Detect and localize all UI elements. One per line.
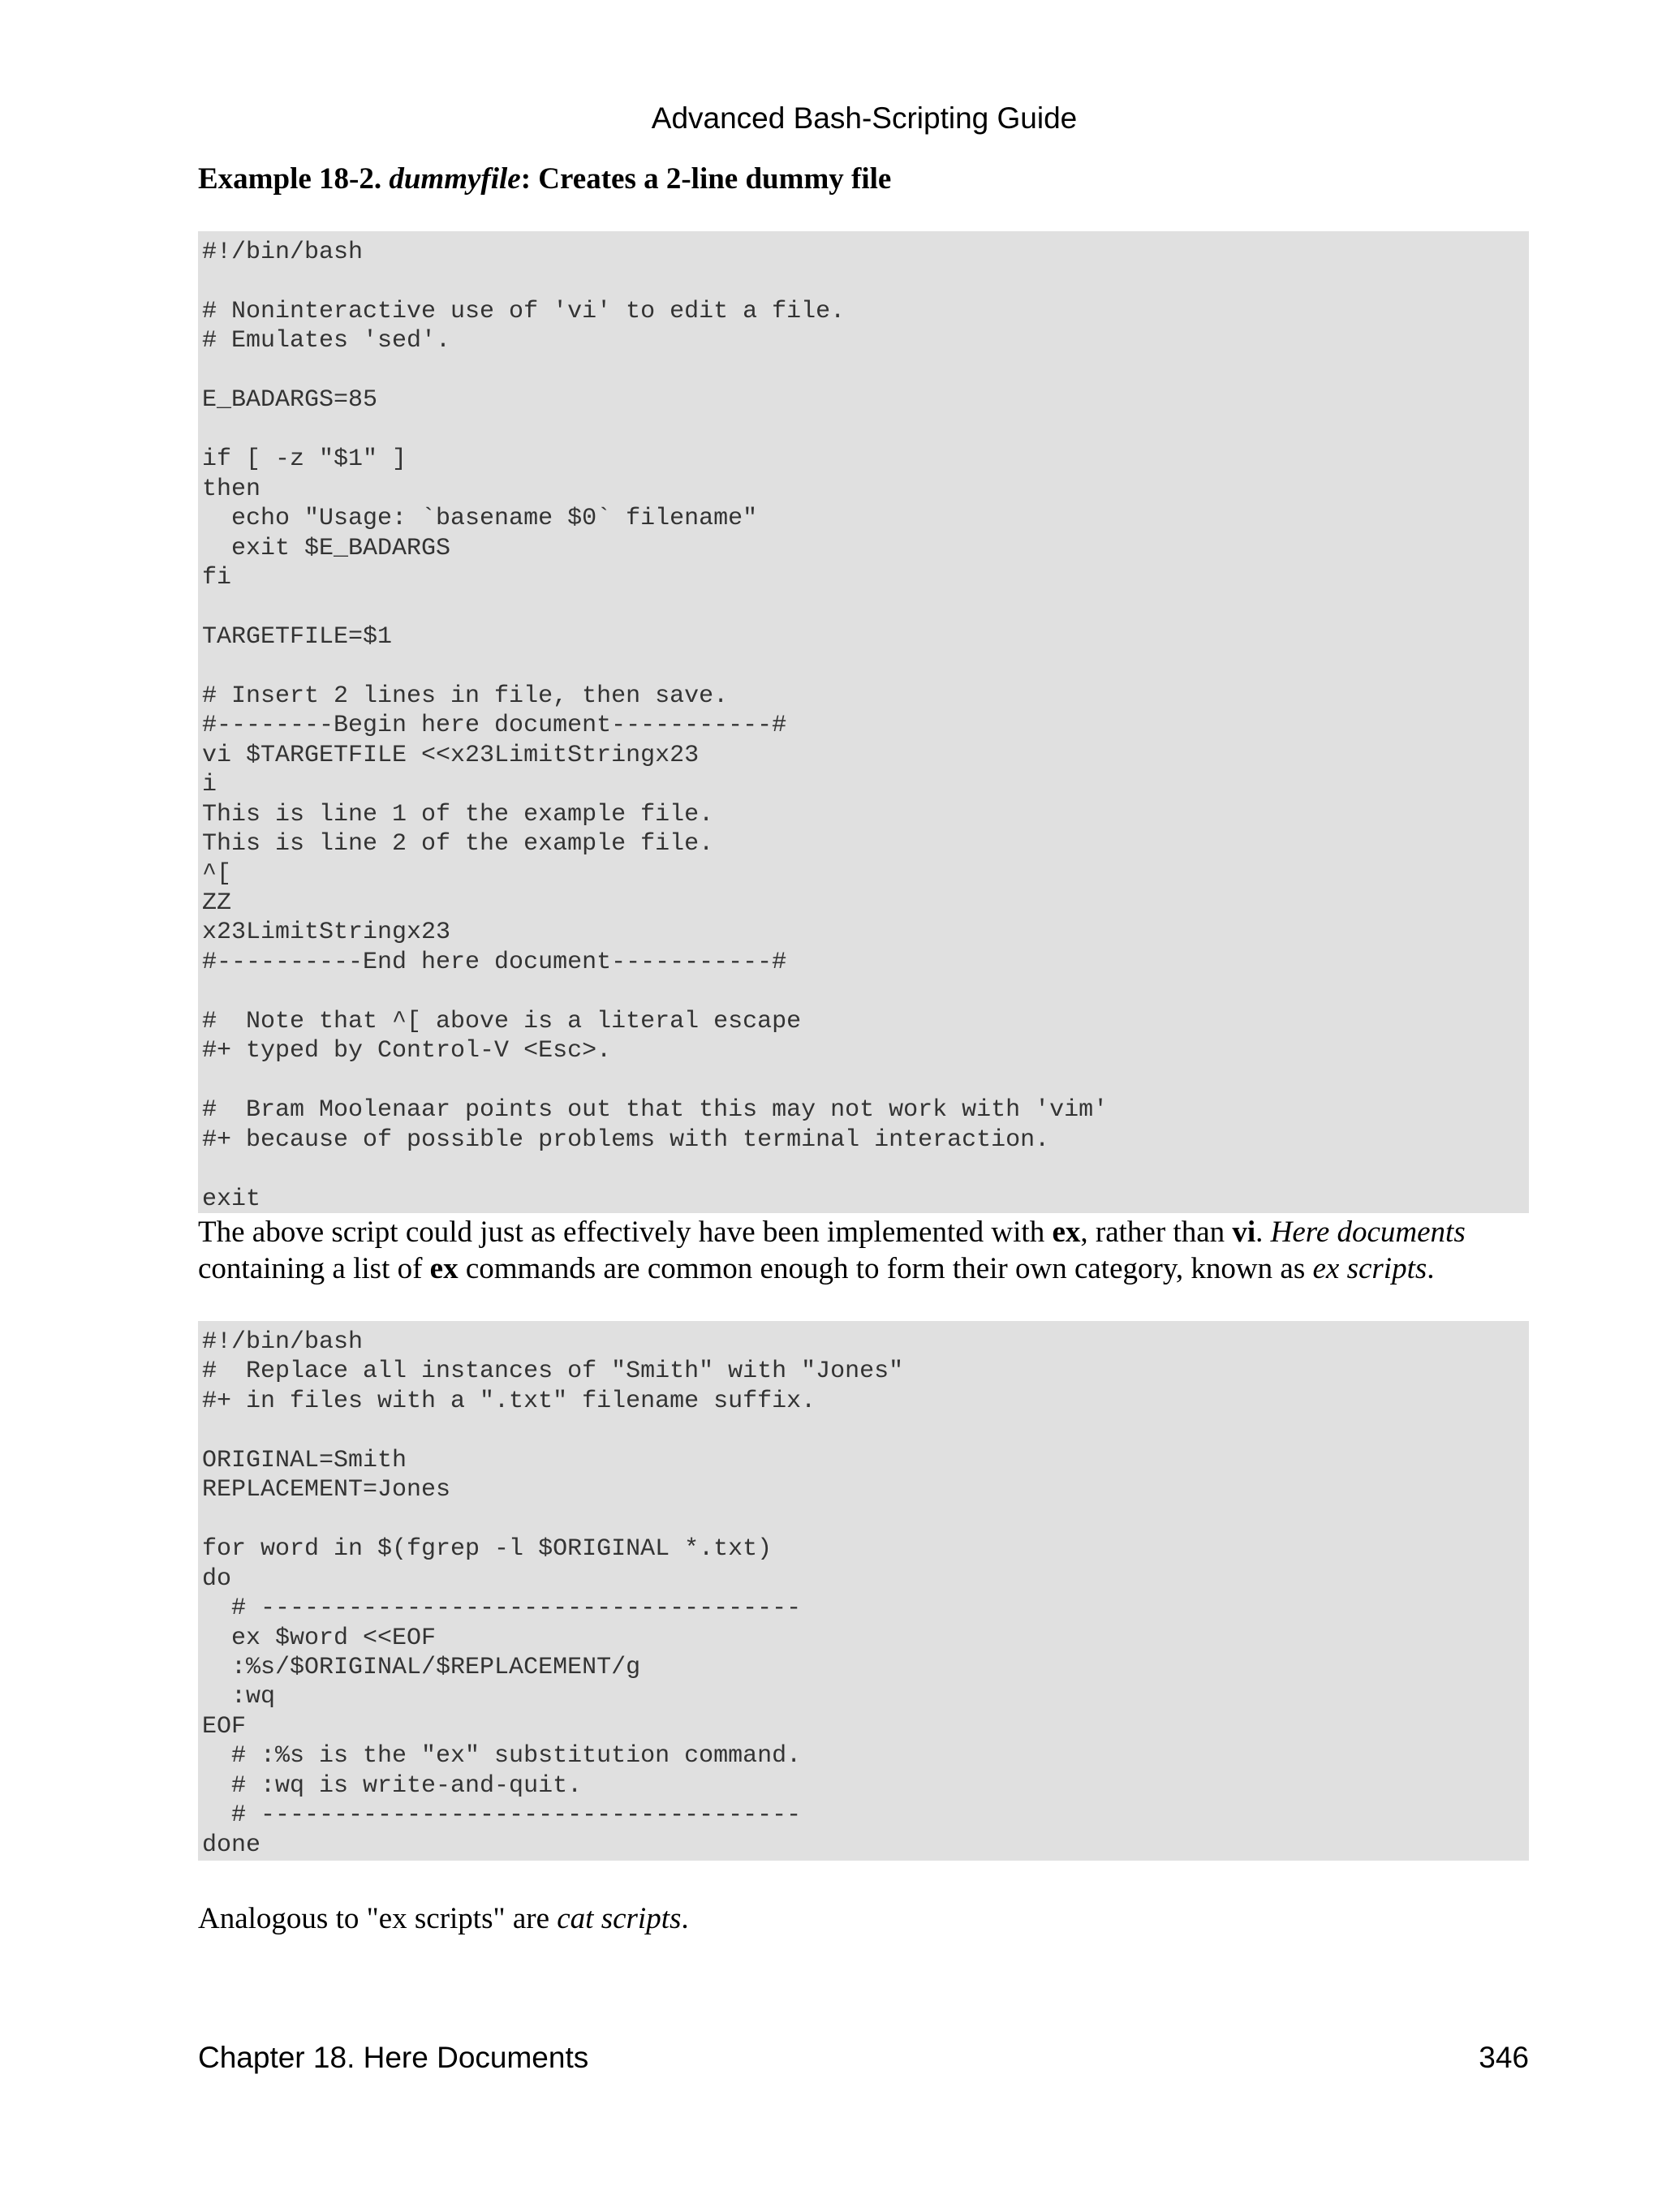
term-cat-scripts: cat scripts bbox=[557, 1902, 682, 1935]
command-ex: ex bbox=[429, 1252, 459, 1285]
running-header: Advanced Bash-Scripting Guide bbox=[651, 101, 1078, 135]
text-run: commands are common enough to form their own category, known as bbox=[458, 1252, 1313, 1285]
text-run: The above script could just as effectively have been implemented with bbox=[198, 1216, 1053, 1249]
text-run: . bbox=[1427, 1252, 1435, 1285]
code-listing: #!/bin/bash # Noninteractive use of 'vi' to edit a file. # Emulates 'sed'. E_BADARGS=85 if [ -z "$1" ] then echo "Usage: `basename $0` filename" exit $E_BADARGS fi TARGETFILE=$1 # Insert 2 lines in file, then save. #--------Begin here document-----------# vi $TARGETFILE <<x23LimitStringx23 i This is line 1 of the example file. This is line 2 of the example file. ^[ ZZ x23LimitStringx23 #----------End here document-----------# # Note that ^[ above is a literal escape #+ typed by Control-V <Esc>. # Bram Moolenaar points out that this may not work with 'vim' #+ because of possible problems with terminal interaction. exit bbox=[202, 239, 1109, 1213]
command-ex: ex bbox=[1052, 1216, 1081, 1249]
text-run: . bbox=[681, 1902, 689, 1935]
code-block-dummyfile bbox=[198, 231, 1529, 1213]
footer-page-number: 346 bbox=[1479, 2041, 1529, 2074]
text-run: Analogous to "ex scripts" are bbox=[198, 1902, 558, 1935]
text-run: , rather than bbox=[1080, 1216, 1233, 1249]
example-title bbox=[198, 161, 891, 198]
example-label: Example 18-2. bbox=[198, 162, 390, 196]
command-vi: vi bbox=[1232, 1216, 1256, 1249]
term-here-documents: Here documents bbox=[1270, 1216, 1466, 1249]
text-run: . bbox=[1255, 1216, 1271, 1249]
text-run: containing a list of bbox=[198, 1252, 430, 1285]
code-block-ex-script bbox=[198, 1321, 1529, 1861]
body-paragraph-ex-scripts bbox=[198, 1214, 1537, 1287]
example-filename: dummyfile bbox=[389, 162, 521, 196]
footer-chapter-title: Chapter 18. Here Documents bbox=[198, 2041, 589, 2074]
body-paragraph-cat-scripts bbox=[198, 1900, 1537, 1937]
term-ex-scripts: ex scripts bbox=[1312, 1252, 1427, 1285]
example-caption: : Creates a 2-line dummy file bbox=[520, 162, 892, 196]
code-listing: #!/bin/bash # Replace all instances of "Smith" with "Jones" #+ in files with a ".txt" filename suffix. ORIGINAL=Smith REPLACEMENT=Jones for word in $(fgrep -l $ORIGINAL *.txt) do # ------------------------------------- ex $word <<EOF :%s/$ORIGINAL/$REPLACEMENT/g :wq EOF # :%s is the "ex" substitution command. # :wq is write-and-quit. # ------------------------------------- done bbox=[202, 1328, 904, 1859]
